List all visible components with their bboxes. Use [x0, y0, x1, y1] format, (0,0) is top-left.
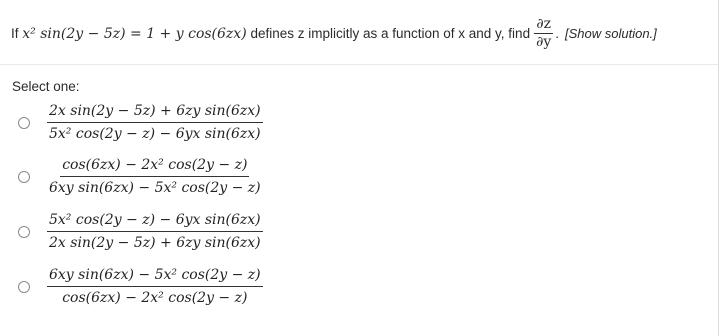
answer-numerator: 6xy sin(6zx) − 5x² cos(2y − z) [47, 265, 263, 287]
radio-button[interactable] [18, 226, 30, 238]
radio-button[interactable] [18, 117, 30, 129]
answer-numerator: 5x² cos(2y − z) − 6yx sin(6zx) [47, 210, 263, 232]
answer-numerator: cos(6zx) − 2x² cos(2y − z) [60, 155, 249, 177]
answer-denominator: 2x sin(2y − 5z) + 6zy sin(6zx) [49, 235, 261, 251]
answer-denominator: cos(6zx) − 2x² cos(2y − z) [62, 290, 248, 306]
answer-fraction [47, 210, 263, 253]
divider [0, 64, 718, 65]
radio-button[interactable] [18, 281, 30, 293]
partial-derivative [534, 16, 553, 51]
answer-option-2[interactable] [18, 155, 263, 198]
answer-option-1[interactable] [18, 101, 263, 144]
answer-fraction [47, 265, 263, 308]
answer-numerator: 2x sin(2y − 5z) + 6zy sin(6zx) [47, 101, 263, 123]
question-equation: x² sin(2y − 5z) = 1 + y cos(6zx) [22, 25, 247, 42]
question-text [11, 16, 711, 51]
answer-option-3[interactable] [18, 210, 263, 253]
select-one-label: Select one: [12, 79, 80, 94]
derivative-denominator: ∂y [536, 34, 552, 50]
question-prefix: If [11, 25, 19, 41]
question-middle-text: defines z implicitly as a function of x and y, find [250, 25, 531, 41]
question-suffix: . [555, 25, 559, 41]
answer-denominator: 5x² cos(2y − z) − 6yx sin(6zx) [49, 126, 261, 142]
answer-fraction [47, 155, 263, 198]
answer-fraction [47, 101, 263, 144]
answer-option-4[interactable] [18, 265, 263, 308]
show-solution-link[interactable]: [Show solution.] [565, 25, 657, 41]
answer-denominator: 6xy sin(6zx) − 5x² cos(2y − z) [49, 180, 261, 196]
derivative-numerator: ∂z [536, 16, 551, 32]
radio-button[interactable] [18, 171, 30, 183]
